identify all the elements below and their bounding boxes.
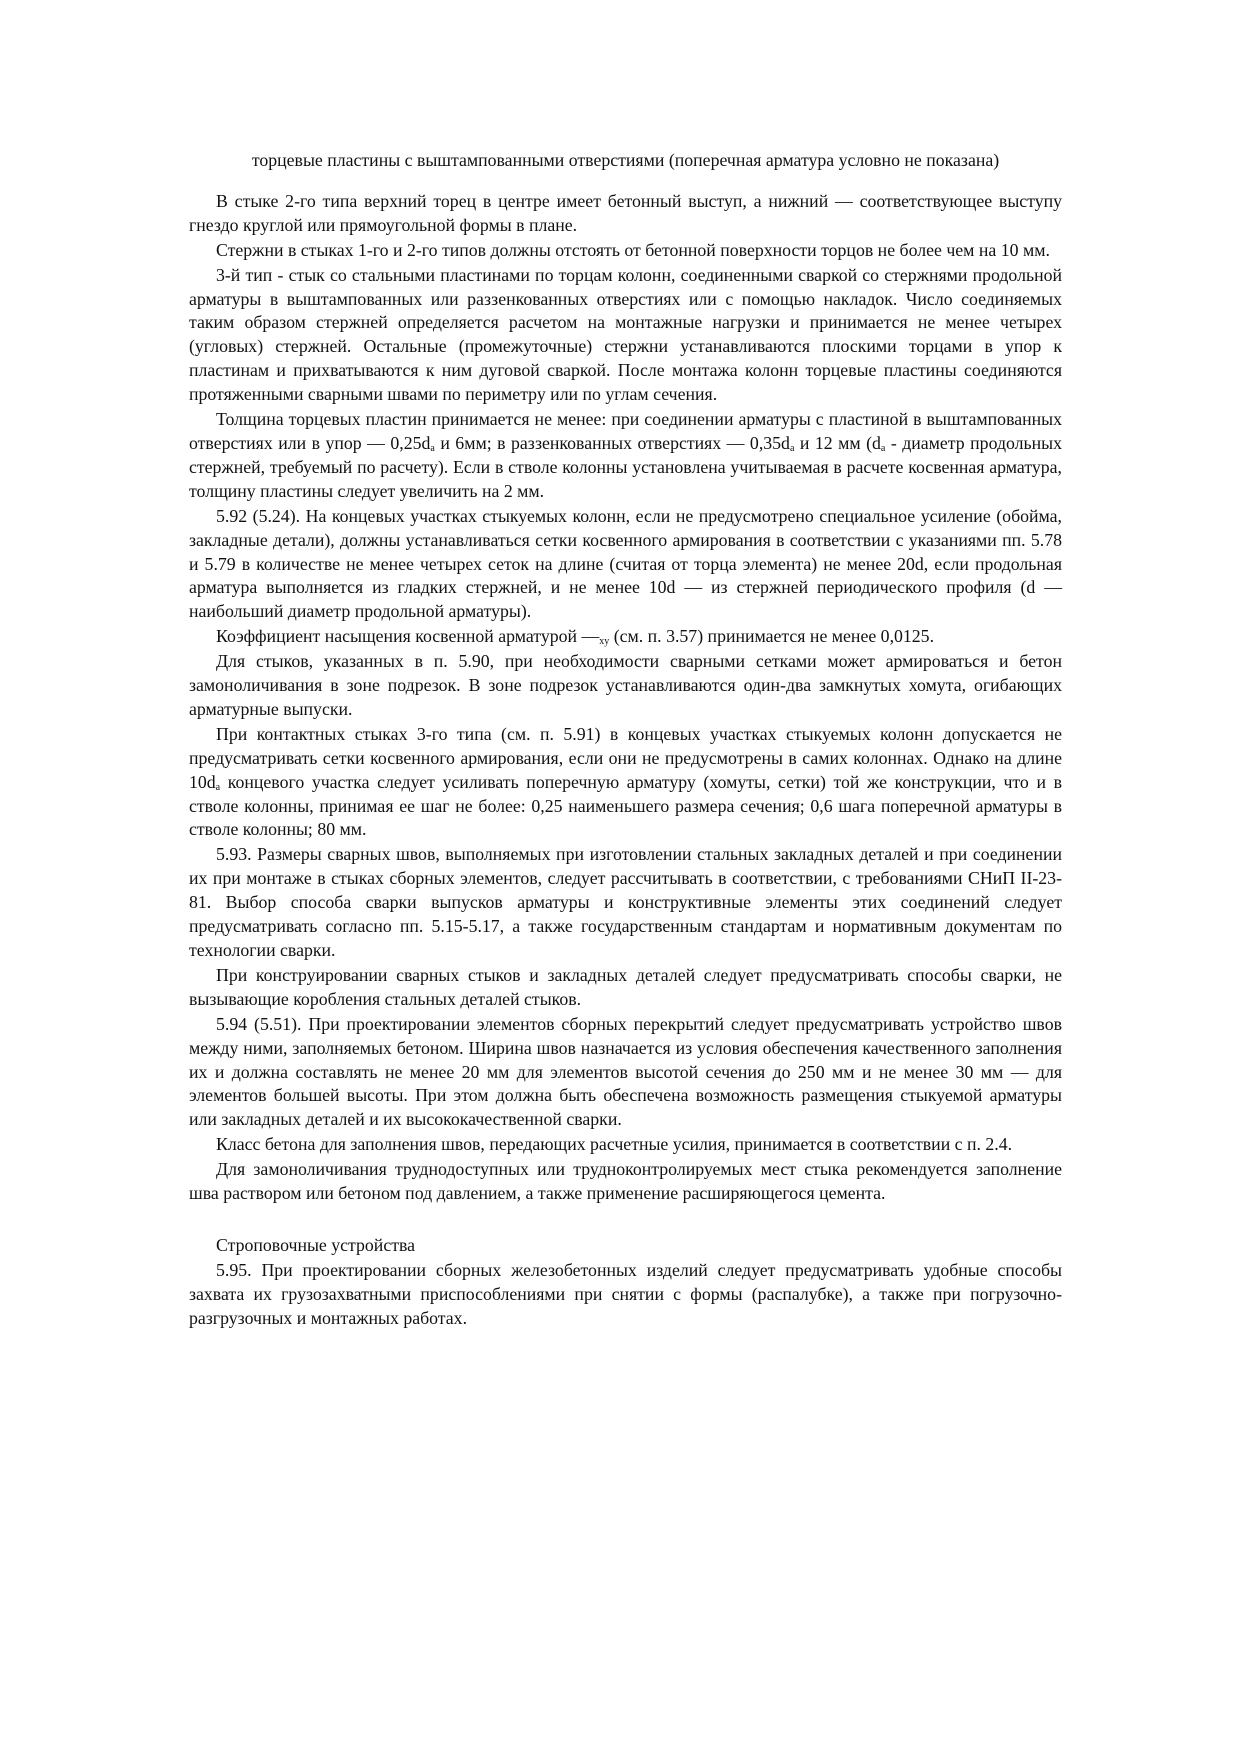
subscript: a bbox=[215, 781, 221, 793]
paragraph-plate-thickness bbox=[189, 408, 1062, 504]
subscript: a bbox=[880, 442, 886, 454]
paragraph-monolithing: Для замоноличивания труднодоступных или трудноконтролируемых мест стыка рекомендуется заполнение шва раствором или бетоном под давлением, а также применение расширяющегося цемента. bbox=[189, 1159, 1062, 1204]
figure-caption: торцевые пластины с выштампованными отверстиями (поперечная арматура условно не показана) bbox=[251, 150, 1000, 170]
section-heading: Строповочные устройства bbox=[216, 1234, 416, 1255]
paragraph-saturation-coefficient bbox=[189, 625, 1062, 649]
text-run: - диаметр продольных стержней, требуемый по расчету). Если в стволе колонны установлена учитываемая в расчете косвенная арматура, толщину пластины следует увеличить на 2 мм. bbox=[189, 432, 1062, 501]
text-run: и 6мм; в раззенкованных отверстиях — 0,35d bbox=[434, 432, 790, 453]
text-run: При контактных стыках 3-го типа (см. п. 5.91) в концевых участках стыкуемых колонн допускается не предусматривать сетки косвенного армирования, если они не предусмотрены в самих колоннах. Однако на длине 10d bbox=[189, 723, 1062, 792]
paragraph-5-94: 5.94 (5.51). При проектировании элементов сборных перекрытий следует предусматривать устройство швов между ними, заполняемых бетоном. Ширина швов назначается из условия обеспечения качественного заполнения их и должна составлять не менее 20 мм для элементов высотой сечения до 250 мм и не менее 30 мм — для элементов большей высоты. При этом должна быть обеспечена возможность размещения стыкуемой арматуры или закладных деталей и их высококачественной сварки. bbox=[189, 1013, 1062, 1130]
paragraph-5-95: 5.95. При проектировании сборных железобетонных изделий следует предусматривать удобные способы захвата их грузозахватными приспособлениями при снятии с формы (распалубке), а также при погрузочно-разгрузочных и монтажных работах. bbox=[189, 1259, 1062, 1328]
paragraph-contact-joints bbox=[189, 723, 1062, 843]
text-run: и 12 мм (d bbox=[794, 432, 881, 453]
subscript: a bbox=[789, 442, 795, 454]
subscript: a bbox=[430, 442, 435, 454]
subscript: xy bbox=[599, 636, 610, 648]
text-run: Толщина торцевых пластин принимается не менее: при соединении арматуры с пластиной в выштампованных отверстиях или в упор — 0,25d bbox=[189, 409, 1062, 453]
document-body bbox=[189, 149, 1062, 1332]
paragraph-rod-offset: Стержни в стыках 1-го и 2-го типов должны отстоять от бетонной поверхности торцов не более чем на 10 мм. bbox=[216, 239, 1050, 260]
paragraph-5-93: 5.93. Размеры сварных швов, выполняемых при изготовлении стальных закладных деталей и при соединении их при монтаже в стыках сборных элементов, следует рассчитывать в соответствии, с требованиями СНиП II-23-81. Выбор способа сварки выпусков арматуры и конструктивные элементы этих соединений следует предусматривать согласно пп. 5.15-5.17, а также государственным стандартам и нормативным документам по технологии сварки. bbox=[189, 844, 1062, 960]
paragraph-joint-type-3: 3-й тип - стык со стальными пластинами по торцам колонн, соединенными сваркой со стержнями продольной арматуры в выштампованных или раззенкованных отверстиях или с помощью накладок. Число соединяемых таким образом стержней определяется расчетом на монтажные нагрузки и принимается не менее четырех (угловых) стержней. Остальные (промежуточные) стержни устанавливаются плоскими торцами в упор к пластинам и прихватываются к ним дуговой сваркой. После монтажа колонн торцевые пластины соединяются протяженными сварными швами по периметру или по углам сечения. bbox=[189, 264, 1062, 405]
paragraph-concrete-class: Класс бетона для заполнения швов, передающих расчетные усилия, принимается в соответствии с п. 2.4. bbox=[216, 1134, 1013, 1155]
paragraph-5-92: 5.92 (5.24). На концевых участках стыкуемых колонн, если не предусмотрено специальное усиление (обойма, закладные детали), должны устанавливаться сетки косвенного армирования в соответствии с указаниями пп. 5.78 и 5.79 в количестве не менее четырех сеток на длине (считая от торца элемента) не менее 20d, если продольная арматура выполняется из гладких стержней, и не менее 10d — из стержней периодического профиля (d — наибольший диаметр продольной арматуры). bbox=[189, 505, 1062, 622]
text-run: концевого участка следует усиливать поперечную арматуру (хомуты, сетки) той же конструкции, что и в стволе колонны, принимая ее шаг не более: 0,25 наименьшего размера сечения; 0,6 шага поперечной арматуры в стволе колонны; 80 мм. bbox=[189, 771, 1062, 840]
paragraph-joint-type-2: В стыке 2-го типа верхний торец в центре имеет бетонный выступ, а нижний — соответствующее выступу гнездо круглой или прямоугольной формы в плане. bbox=[189, 190, 1062, 235]
paragraph-welding-methods: При конструировании сварных стыков и закладных деталей следует предусматривать способы сварки, не вызывающие коробления стальных деталей стыков. bbox=[189, 964, 1062, 1009]
paragraph-joints-5-90: Для стыков, указанных в п. 5.90, при необходимости сварными сетками может армироваться и бетон замоноличивания в зоне подрезок. В зоне подрезок устанавливаются один-два замкнутых хомута, огибающих арматурные выпуски. bbox=[189, 651, 1062, 719]
text-run: (см. п. 3.57) принимается не менее 0,0125. bbox=[609, 626, 935, 647]
text-run: Коэффициент насыщения косвенной арматурой — bbox=[216, 626, 600, 647]
